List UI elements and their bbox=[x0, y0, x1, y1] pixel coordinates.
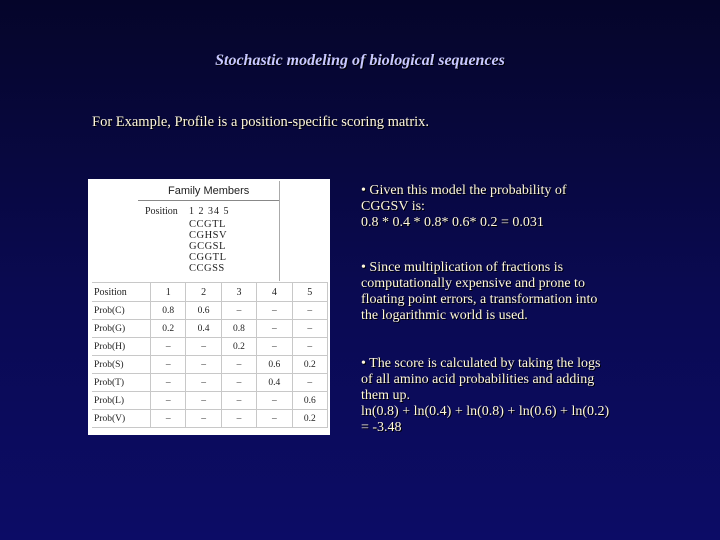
table-cell: – bbox=[151, 374, 186, 392]
table-cell: 0.4 bbox=[186, 320, 221, 338]
table-row bbox=[92, 356, 328, 374]
table-header-cell: 4 bbox=[257, 283, 292, 302]
table-cell: – bbox=[221, 356, 256, 374]
table-header-cell: 2 bbox=[186, 283, 221, 302]
table-cell: – bbox=[221, 410, 256, 428]
table-cell: 0.6 bbox=[292, 392, 327, 410]
slide-title: Stochastic modeling of biological sequences bbox=[215, 52, 505, 69]
sequence-item: CCGTL bbox=[189, 219, 226, 230]
sequence-item: CGHSV bbox=[189, 230, 228, 241]
table-cell: 0.8 bbox=[151, 302, 186, 320]
table-cell: 0.2 bbox=[151, 320, 186, 338]
table-cell: – bbox=[292, 374, 327, 392]
table-row bbox=[92, 374, 328, 392]
bullet-probability bbox=[361, 183, 567, 231]
table-cell: – bbox=[186, 338, 221, 356]
bullet-line: 0.8 * 0.4 * 0.8* 0.6* 0.2 = 0.031 bbox=[361, 215, 544, 230]
table-cell: 0.8 bbox=[221, 320, 256, 338]
table-cell: – bbox=[221, 302, 256, 320]
position-label: Position bbox=[145, 206, 178, 217]
table-cell: 0.2 bbox=[292, 410, 327, 428]
table-cell: – bbox=[292, 302, 327, 320]
table-row bbox=[92, 320, 328, 338]
table-cell: – bbox=[151, 338, 186, 356]
table-row bbox=[92, 392, 328, 410]
row-label: Prob(V) bbox=[92, 410, 151, 428]
table-cell: – bbox=[257, 338, 292, 356]
profile-matrix-figure bbox=[88, 179, 330, 435]
table-header-row bbox=[92, 283, 328, 302]
bullet-line: of all amino acid probabilities and adding bbox=[361, 372, 595, 387]
bullet-line: floating point errors, a transformation into bbox=[361, 292, 598, 307]
table-cell: – bbox=[257, 410, 292, 428]
table-header-cell: 3 bbox=[221, 283, 256, 302]
table-row bbox=[92, 302, 328, 320]
sequence-item: CGGTL bbox=[189, 252, 227, 263]
table-row bbox=[92, 410, 328, 428]
positions-header: 1 2 34 5 bbox=[189, 206, 230, 217]
table-cell: – bbox=[151, 392, 186, 410]
bullet-line: • Given this model the probability of bbox=[361, 183, 567, 198]
table-cell: – bbox=[186, 410, 221, 428]
bullet-line: the logarithmic world is used. bbox=[361, 308, 528, 323]
row-label: Prob(C) bbox=[92, 302, 151, 320]
bullet-score bbox=[361, 356, 609, 436]
bullet-line: CGGSV is: bbox=[361, 199, 425, 214]
row-label: Prob(L) bbox=[92, 392, 151, 410]
row-label: Prob(G) bbox=[92, 320, 151, 338]
table-cell: – bbox=[221, 392, 256, 410]
table-cell: – bbox=[292, 338, 327, 356]
family-members-divider bbox=[279, 181, 280, 281]
slide-subtitle: For Example, Profile is a position-specific scoring matrix. bbox=[92, 114, 430, 130]
table-header-cell: 1 bbox=[151, 283, 186, 302]
bullet-line: computationally expensive and prone to bbox=[361, 276, 585, 291]
table-cell: – bbox=[151, 410, 186, 428]
table-cell: – bbox=[186, 392, 221, 410]
table-row bbox=[92, 338, 328, 356]
table-cell: 0.2 bbox=[292, 356, 327, 374]
bullet-line: them up. bbox=[361, 388, 410, 403]
table-cell: 0.6 bbox=[186, 302, 221, 320]
table-cell: – bbox=[292, 320, 327, 338]
table-cell: – bbox=[186, 356, 221, 374]
row-label: Prob(T) bbox=[92, 374, 151, 392]
table-cell: 0.4 bbox=[257, 374, 292, 392]
table-cell: – bbox=[151, 356, 186, 374]
table-cell: – bbox=[186, 374, 221, 392]
table-header-cell: Position bbox=[92, 283, 151, 302]
family-members-title: Family Members bbox=[168, 185, 250, 197]
bullet-logarithm bbox=[361, 260, 597, 324]
table-cell: – bbox=[257, 320, 292, 338]
bullet-line: = -3.48 bbox=[361, 420, 402, 435]
bullet-line: • Since multiplication of fractions is bbox=[361, 260, 564, 275]
row-label: Prob(S) bbox=[92, 356, 151, 374]
table-cell: – bbox=[221, 374, 256, 392]
table-cell: 0.6 bbox=[257, 356, 292, 374]
bullet-line: • The score is calculated by taking the logs bbox=[361, 356, 601, 371]
table-cell: – bbox=[257, 302, 292, 320]
table-header-cell: 5 bbox=[292, 283, 327, 302]
row-label: Prob(H) bbox=[92, 338, 151, 356]
family-members-underline bbox=[138, 200, 280, 201]
bullet-line: ln(0.8) + ln(0.4) + ln(0.8) + ln(0.6) + ln(0.2) bbox=[361, 404, 610, 419]
sequence-item: CCGSS bbox=[189, 263, 225, 274]
table-cell: – bbox=[257, 392, 292, 410]
profile-table bbox=[92, 282, 328, 428]
sequence-item: GCGSL bbox=[189, 241, 226, 252]
table-cell: 0.2 bbox=[221, 338, 256, 356]
